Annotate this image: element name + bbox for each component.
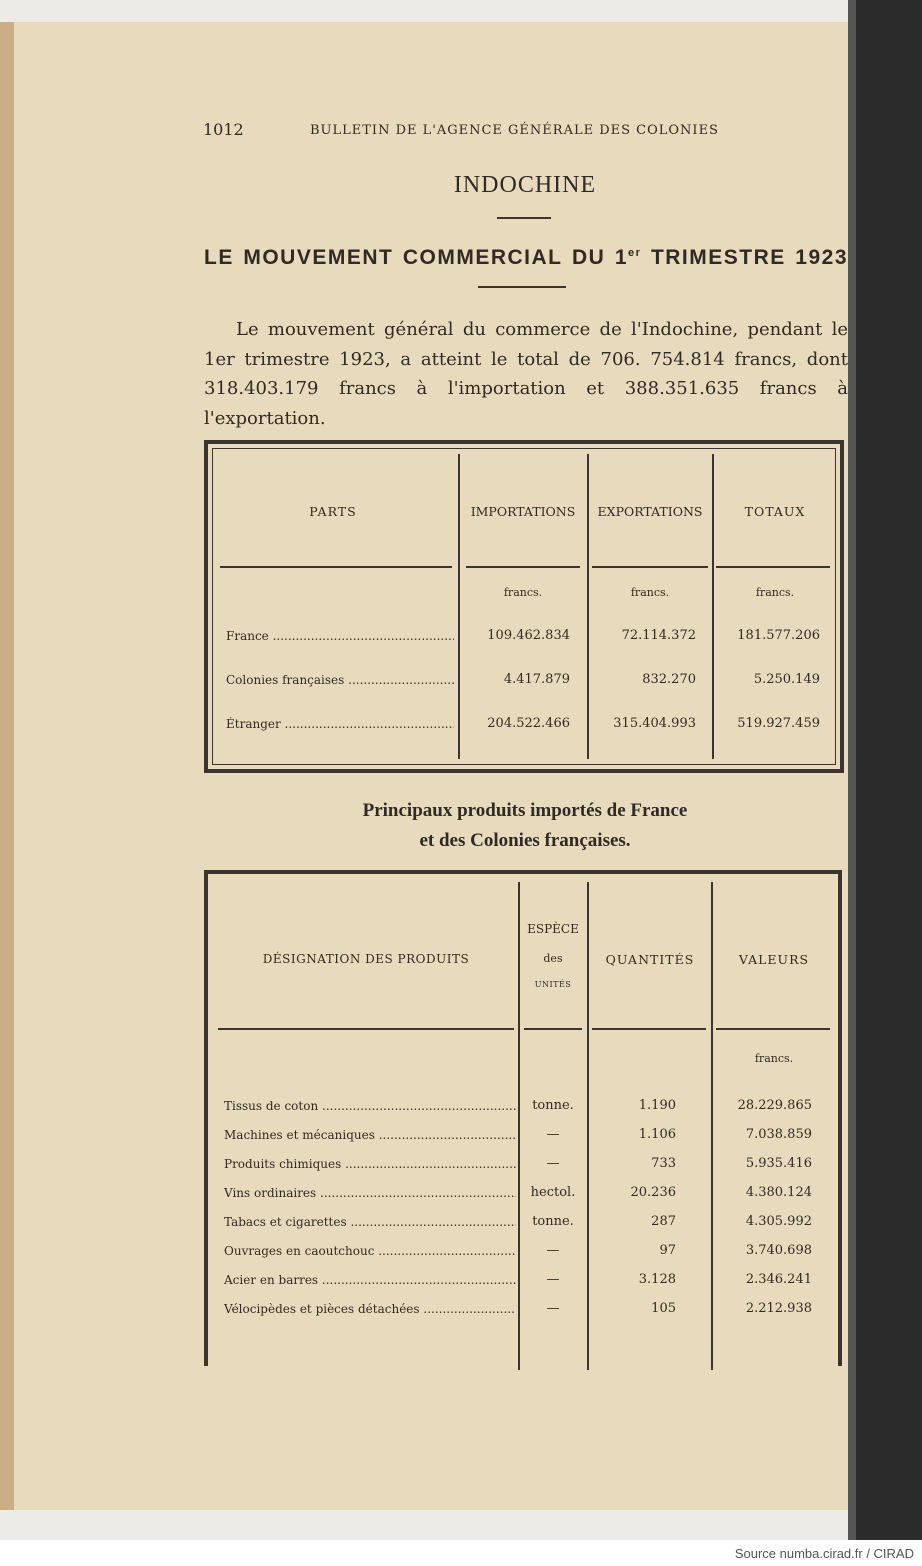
product-quantity: 1.190	[638, 1098, 676, 1113]
product-quantity: 20.236	[630, 1185, 676, 1200]
product-unit: tonne.	[532, 1098, 574, 1113]
imports-value: 4.417.879	[503, 672, 570, 687]
product-unit: tonne.	[532, 1214, 574, 1229]
divider	[497, 217, 551, 219]
product-quantity: 97	[659, 1243, 676, 1258]
page-number: 1012	[203, 120, 244, 139]
product-unit: —	[546, 1272, 560, 1287]
col-header: ESPÈCE	[527, 922, 579, 936]
product-quantity: 3.128	[638, 1272, 676, 1287]
product-value: 4.305.992	[745, 1214, 812, 1229]
title-ordinal: 1er	[614, 246, 642, 269]
title-word: TRIMESTRE	[650, 246, 786, 269]
products-table	[204, 870, 842, 1366]
section-title-line1: Principaux produits importés de France	[362, 800, 688, 821]
product-value: 5.935.416	[745, 1156, 812, 1171]
product-name: Produits chimiques .....	[224, 1157, 516, 1171]
section-title-line2: et des Colonies françaises.	[419, 830, 631, 851]
divider	[478, 286, 566, 288]
col-header: DÉSIGNATION DES PRODUITS	[262, 952, 470, 966]
col-header: TOTAUX	[744, 504, 806, 519]
title-word: DU	[572, 246, 606, 269]
col-header: IMPORTATIONS	[470, 504, 576, 519]
unit-label: francs.	[754, 1052, 794, 1065]
product-unit: —	[546, 1156, 560, 1171]
product-name: Vélocipèdes et pièces détachées .....	[224, 1302, 516, 1316]
title-word: COMMERCIAL	[402, 246, 563, 269]
trade-table	[204, 440, 844, 773]
product-unit: —	[546, 1243, 560, 1258]
unit-label: francs.	[630, 586, 670, 599]
title-word: LE	[204, 246, 234, 269]
product-name: Ouvrages en caoutchouc .....	[224, 1244, 516, 1258]
article-title	[204, 246, 848, 270]
total-value: 181.577.206	[737, 628, 820, 643]
exports-value: 315.404.993	[613, 716, 696, 731]
exports-value: 72.114.372	[621, 628, 696, 643]
product-name: Machines et mécaniques .....	[224, 1128, 516, 1142]
book-edge	[848, 0, 922, 1540]
product-quantity: 105	[651, 1301, 676, 1316]
page-title: INDOCHINE	[453, 172, 597, 198]
title-word: MOUVEMENT	[243, 246, 394, 269]
product-value: 2.346.241	[745, 1272, 812, 1287]
source-credit: Source numba.cirad.fr / CIRAD	[734, 1546, 914, 1561]
product-quantity: 1.106	[638, 1127, 676, 1142]
total-value: 519.927.459	[737, 716, 820, 731]
col-header: VALEURS	[738, 952, 810, 967]
product-name: Acier en barres .....	[224, 1273, 516, 1287]
product-unit: —	[546, 1301, 560, 1316]
imports-value: 109.462.834	[487, 628, 570, 643]
unit-label: francs.	[755, 586, 795, 599]
product-name: Tabacs et cigarettes .....	[224, 1215, 516, 1229]
col-header: UNITÉS	[534, 980, 572, 989]
col-header: EXPORTATIONS	[597, 504, 703, 519]
product-value: 4.380.124	[745, 1185, 812, 1200]
col-header: des	[543, 952, 563, 965]
total-value: 5.250.149	[753, 672, 820, 687]
product-name: Vins ordinaires .....	[224, 1186, 516, 1200]
col-header: PARTS	[309, 504, 357, 519]
row-label: France .....	[226, 629, 454, 643]
col-header: QUANTITÉS	[605, 952, 695, 967]
product-quantity: 287	[651, 1214, 676, 1229]
product-value: 7.038.859	[745, 1127, 812, 1142]
running-title: BULLETIN DE L'AGENCE GÉNÉRALE DES COLONIES	[310, 123, 719, 138]
product-value: 28.229.865	[737, 1098, 812, 1113]
exports-value: 832.270	[642, 672, 696, 687]
product-value: 3.740.698	[745, 1243, 812, 1258]
product-unit: —	[546, 1127, 560, 1142]
product-unit: hectol.	[530, 1185, 576, 1200]
product-value: 2.212.938	[745, 1301, 812, 1316]
product-name: Tissus de coton .....	[224, 1099, 516, 1113]
row-label: Étranger .....	[226, 717, 454, 731]
row-label: Colonies françaises .....	[226, 673, 454, 687]
product-quantity: 733	[651, 1156, 676, 1171]
title-word: 1923	[795, 246, 848, 269]
intro-paragraph: Le mouvement général du commerce de l'Indochine, pendant le 1er trimestre 1923, a atteint le total de 706. 754.814 francs, dont 318.403.179 francs à l'importation et 388.351.635 francs à l'exportation.	[204, 319, 848, 429]
unit-label: francs.	[503, 586, 543, 599]
imports-value: 204.522.466	[487, 716, 570, 731]
book-edge-shadow	[848, 0, 856, 1540]
